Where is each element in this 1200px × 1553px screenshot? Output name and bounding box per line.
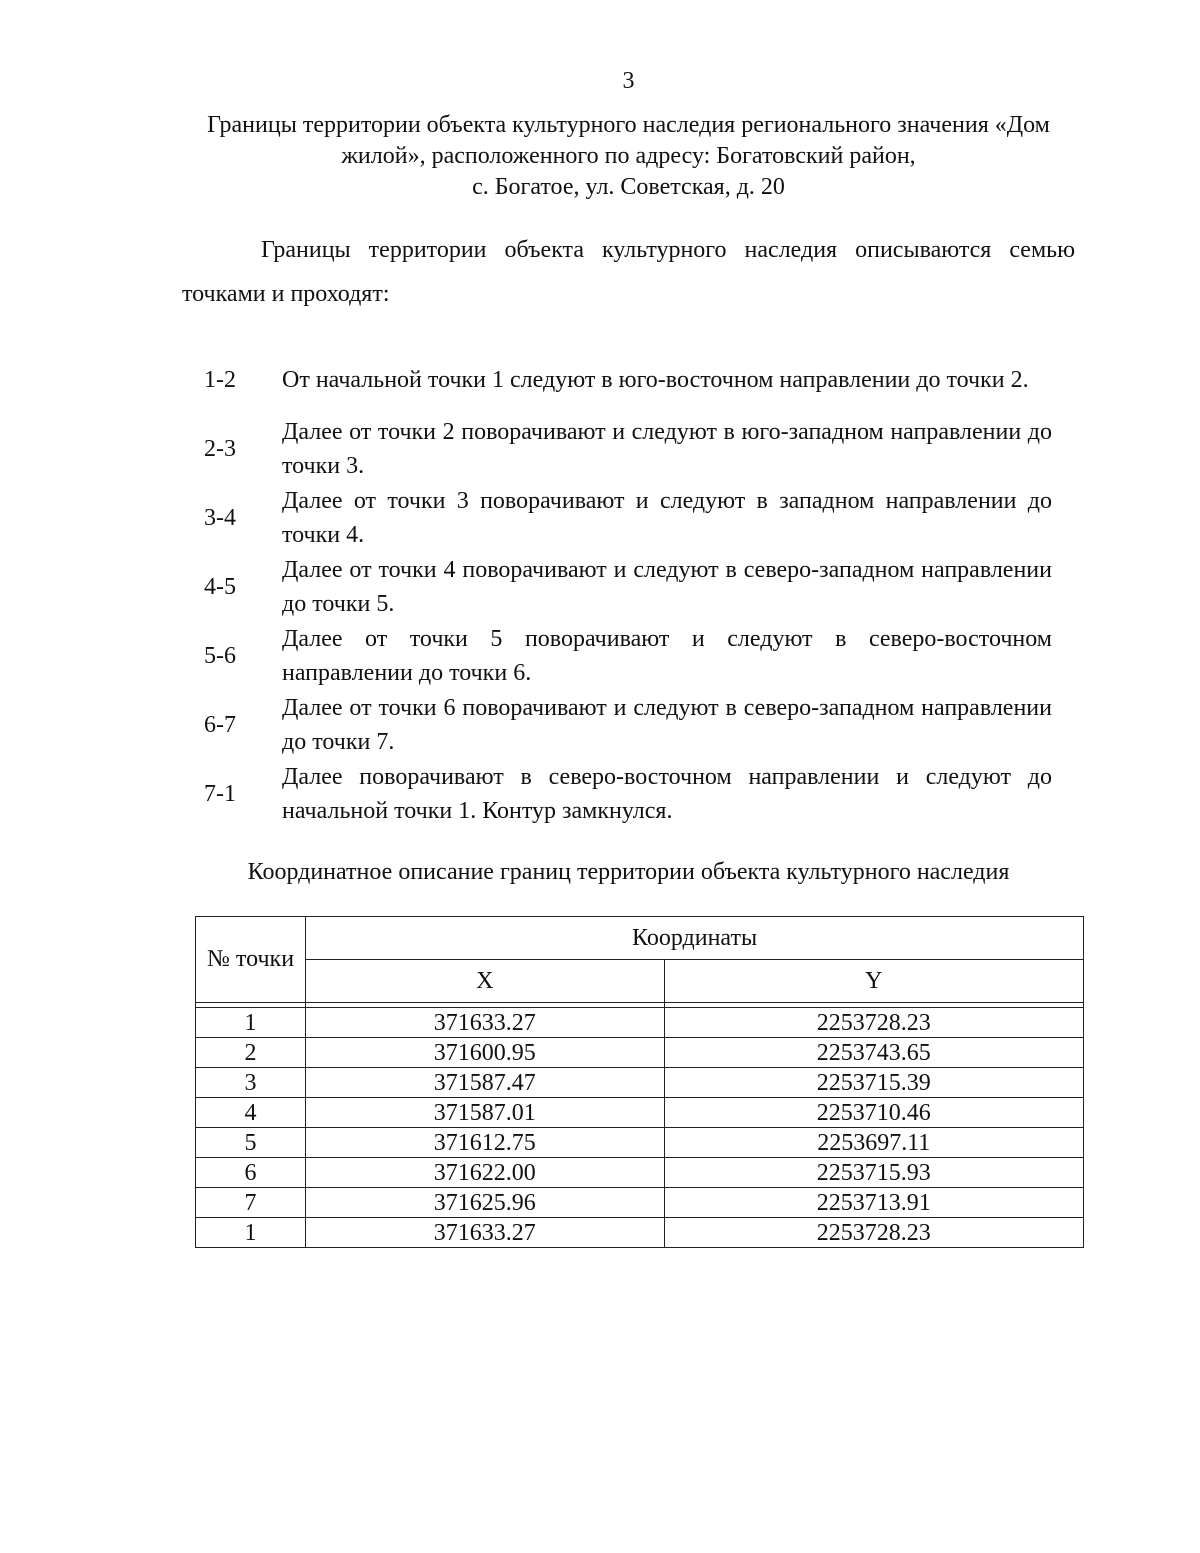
- point-number-cell: 4: [196, 1098, 306, 1128]
- route-segment-code: 5-6: [204, 642, 236, 669]
- point-number-cell: 6: [196, 1158, 306, 1188]
- point-number-cell: 1: [196, 1218, 306, 1248]
- y-cell: 2253713.91: [664, 1188, 1084, 1218]
- table-header-row: [196, 917, 1084, 960]
- x-cell: 371622.00: [306, 1158, 664, 1188]
- table-row: [196, 1158, 1084, 1188]
- point-number-cell: 1: [196, 1008, 306, 1038]
- route-segment-description: Далее от точки 5 поворачивают и следуют в северо-восточном направлении до точки 6.: [282, 625, 1052, 686]
- title-line-3: с. Богатое, ул. Советская, д. 20: [472, 174, 785, 200]
- route-segment-description: Далее поворачивают в северо-восточном направлении и следуют до начальной точки 1. Контур замкнулся.: [282, 763, 1052, 824]
- x-cell: 371633.27: [306, 1008, 664, 1038]
- route-segment-description: Далее от точки 4 поворачивают и следуют в северо-западном направлении до точки 5.: [282, 556, 1052, 617]
- x-cell: 371612.75: [306, 1128, 664, 1158]
- table-row: [196, 1188, 1084, 1218]
- table-subheader-row: [196, 960, 1084, 1003]
- table-row: [196, 1038, 1084, 1068]
- x-cell: 371625.96: [306, 1188, 664, 1218]
- boundary-route-list: [182, 345, 1052, 828]
- route-segment: [182, 414, 1052, 483]
- table-row: [196, 1008, 1084, 1038]
- title-line-1: Границы территории объекта культурного наследия регионального значения «Дом: [207, 112, 1050, 138]
- coordinates-caption: Координатное описание границ территории объекта культурного наследия: [247, 859, 1010, 885]
- y-cell: 2253715.93: [664, 1158, 1084, 1188]
- page-number: 3: [622, 68, 635, 94]
- y-cell: 2253728.23: [664, 1008, 1084, 1038]
- route-segment-description: Далее от точки 2 поворачивают и следуют в юго-западном направлении до точки 3.: [282, 418, 1052, 479]
- table-row: [196, 1128, 1084, 1158]
- y-cell: 2253715.39: [664, 1068, 1084, 1098]
- y-cell: 2253743.65: [664, 1038, 1084, 1068]
- title-line-2: жилой», расположенного по адресу: Богатовский район,: [341, 143, 916, 169]
- route-segment: [182, 552, 1052, 621]
- document-title: [150, 110, 1107, 203]
- route-segment-code: 6-7: [204, 711, 236, 738]
- header-point-number: № точки: [196, 917, 306, 1003]
- header-x: X: [306, 960, 664, 1003]
- header-y: Y: [664, 960, 1084, 1003]
- route-segment: [182, 759, 1052, 828]
- table-row: [196, 1098, 1084, 1128]
- y-cell: 2253697.11: [664, 1128, 1084, 1158]
- y-cell: 2253710.46: [664, 1098, 1084, 1128]
- point-number-cell: 5: [196, 1128, 306, 1158]
- route-segment-description: Далее от точки 6 поворачивают и следуют в северо-западном направлении до точки 7.: [282, 694, 1052, 755]
- route-segment-description: Далее от точки 3 поворачивают и следуют в западном направлении до точки 4.: [282, 487, 1052, 548]
- route-segment: [182, 690, 1052, 759]
- point-number-cell: 2: [196, 1038, 306, 1068]
- point-number-cell: 3: [196, 1068, 306, 1098]
- table-row: [196, 1218, 1084, 1248]
- x-cell: 371633.27: [306, 1218, 664, 1248]
- route-segment-code: 1-2: [204, 366, 236, 393]
- point-number-cell: 7: [196, 1188, 306, 1218]
- route-segment-code: 7-1: [204, 780, 236, 807]
- route-segment-code: 2-3: [204, 435, 236, 462]
- route-segment-description: От начальной точки 1 следуют в юго-восточном направлении до точки 2.: [282, 366, 1029, 393]
- x-cell: 371587.01: [306, 1098, 664, 1128]
- route-segment-code: 3-4: [204, 504, 236, 531]
- route-segment: [182, 621, 1052, 690]
- x-cell: 371587.47: [306, 1068, 664, 1098]
- route-segment: [182, 483, 1052, 552]
- route-segment-code: 4-5: [204, 573, 236, 600]
- coordinates-table: [195, 916, 1084, 1248]
- header-coordinates: Координаты: [306, 917, 1084, 960]
- table-row: [196, 1068, 1084, 1098]
- x-cell: 371600.95: [306, 1038, 664, 1068]
- route-segment: [182, 345, 1052, 414]
- y-cell: 2253728.23: [664, 1218, 1084, 1248]
- intro-paragraph: Границы территории объекта культурного наследия описываются семью точками и проходят:: [182, 237, 1075, 307]
